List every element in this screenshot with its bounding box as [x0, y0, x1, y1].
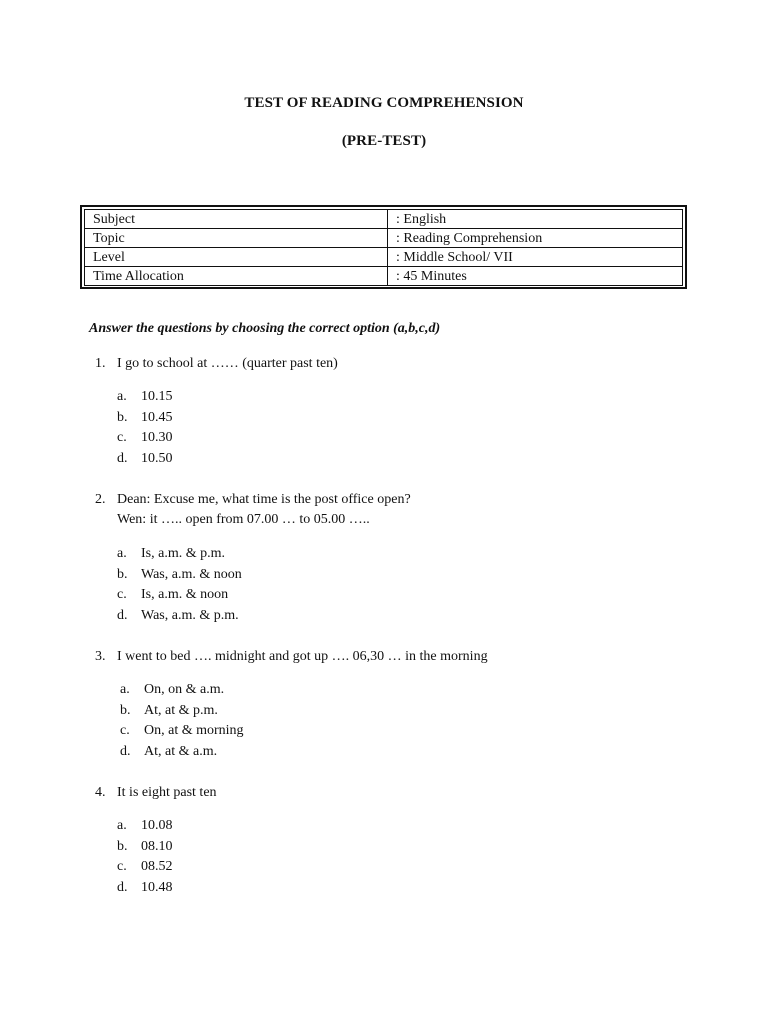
option-text: At, at & a.m. — [144, 743, 218, 759]
option-item[interactable] — [117, 585, 242, 606]
info-row-level — [85, 248, 683, 267]
option-text: 10.50 — [141, 450, 173, 466]
option-item[interactable] — [117, 408, 173, 429]
info-row-time-allocation — [85, 267, 683, 286]
question-number: 4. — [95, 785, 106, 800]
question-2 — [95, 490, 411, 530]
option-item[interactable] — [117, 565, 242, 586]
question-text: I went to bed …. midnight and got up …. 06,30 … in the morning — [117, 649, 488, 664]
option-item[interactable] — [117, 544, 242, 565]
option-text: 10.30 — [141, 430, 173, 445]
option-letter: d. — [117, 879, 128, 895]
question-text: It is eight past ten — [117, 785, 217, 800]
option-text: 08.52 — [141, 859, 173, 874]
info-value: : Reading Comprehension — [388, 229, 683, 248]
option-letter: b. — [117, 838, 128, 854]
option-text: Was, a.m. & p.m. — [141, 607, 239, 623]
option-item[interactable] — [120, 680, 244, 701]
page-title: TEST OF READING COMPREHENSION — [244, 95, 524, 111]
option-letter: c. — [120, 723, 130, 738]
info-value: : Middle School/ VII — [388, 248, 683, 267]
option-text: 10.08 — [141, 818, 173, 833]
option-item[interactable] — [117, 449, 173, 470]
option-text: 08.10 — [141, 838, 173, 854]
option-letter: d. — [117, 450, 128, 466]
option-text: 10.15 — [141, 389, 173, 404]
instruction-text: Answer the questions by choosing the correct option (a,b,c,d) — [89, 321, 441, 336]
option-letter: a. — [117, 546, 127, 561]
option-letter: c. — [117, 430, 127, 445]
option-item[interactable] — [117, 878, 173, 899]
option-letter: b. — [117, 566, 128, 582]
option-item[interactable] — [117, 857, 173, 878]
info-row-topic — [85, 229, 683, 248]
option-text: Is, a.m. & noon — [141, 587, 229, 602]
options-list — [120, 680, 244, 762]
option-text: On, at & morning — [144, 723, 244, 738]
option-text: At, at & p.m. — [144, 702, 218, 718]
question-number: 2. — [95, 492, 106, 507]
info-label: Level — [85, 248, 388, 267]
option-text: Was, a.m. & noon — [141, 566, 242, 582]
option-item[interactable] — [117, 606, 242, 627]
option-item[interactable] — [117, 428, 173, 449]
info-value: : 45 Minutes — [388, 267, 683, 286]
option-letter: d. — [120, 743, 131, 759]
question-text: I go to school at …… (quarter past ten) — [117, 356, 338, 371]
info-value: : English — [388, 210, 683, 229]
option-letter: c. — [117, 859, 127, 874]
option-letter: a. — [117, 818, 127, 833]
option-letter: b. — [120, 702, 131, 718]
option-text: 10.48 — [141, 879, 173, 895]
option-item[interactable] — [120, 721, 244, 742]
options-list — [117, 387, 173, 469]
options-list — [117, 816, 173, 898]
info-label: Topic — [85, 229, 388, 248]
option-letter: c. — [117, 587, 127, 602]
option-letter: b. — [117, 409, 128, 425]
question-text: Dean: Excuse me, what time is the post office open? — [117, 492, 411, 507]
info-row-subject — [85, 210, 683, 229]
option-text: On, on & a.m. — [144, 682, 225, 697]
option-text: 10.45 — [141, 409, 173, 425]
option-text: Is, a.m. & p.m. — [141, 546, 225, 561]
option-letter: a. — [120, 682, 130, 697]
option-item[interactable] — [120, 701, 244, 722]
info-label: Subject — [85, 210, 388, 229]
option-letter: d. — [117, 607, 128, 623]
info-table — [80, 205, 687, 289]
options-list — [117, 544, 242, 626]
info-label: Time Allocation — [85, 267, 388, 286]
option-item[interactable] — [117, 387, 173, 408]
page-subtitle: (PRE-TEST) — [341, 133, 427, 149]
question-number: 1. — [95, 356, 106, 371]
option-item[interactable] — [117, 837, 173, 858]
question-1 — [95, 354, 338, 374]
question-3 — [95, 647, 488, 667]
question-number: 3. — [95, 649, 106, 664]
option-item[interactable] — [117, 816, 173, 837]
question-text: Wen: it ….. open from 07.00 … to 05.00 ….. — [117, 512, 370, 527]
option-letter: a. — [117, 389, 127, 404]
question-4 — [95, 783, 217, 803]
option-item[interactable] — [120, 742, 244, 763]
